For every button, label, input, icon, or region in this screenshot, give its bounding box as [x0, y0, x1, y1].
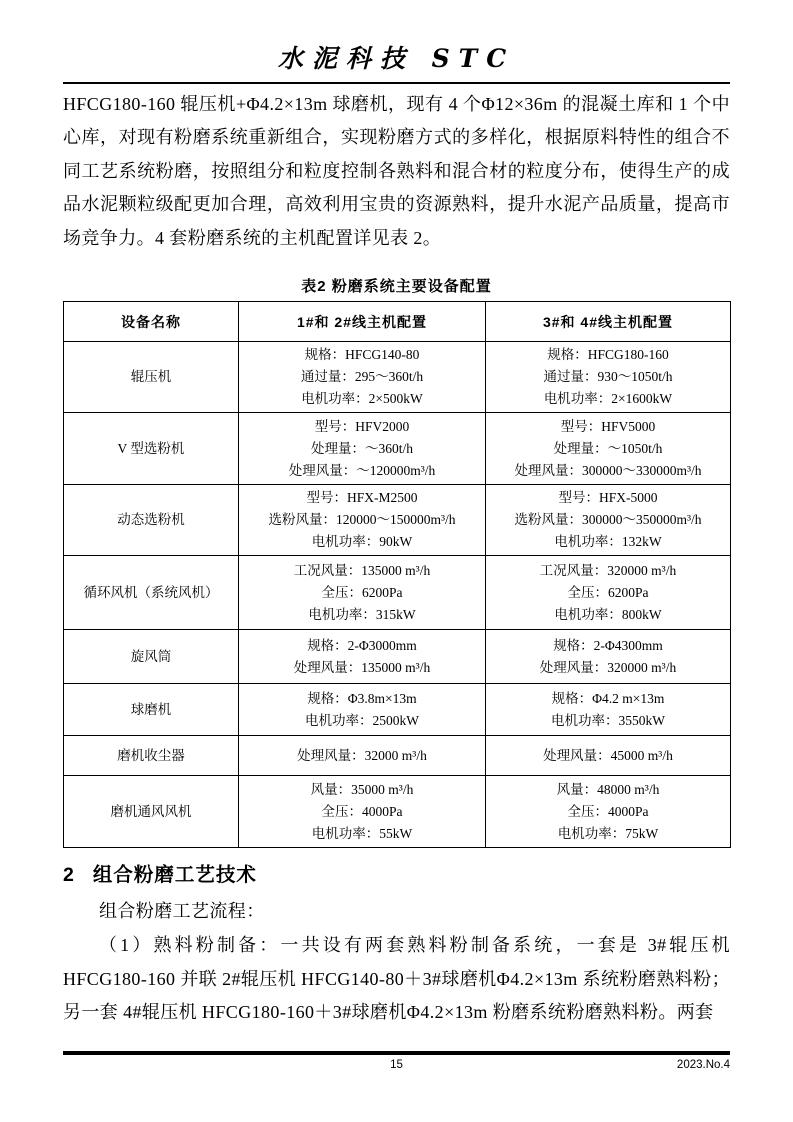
table-row — [64, 413, 731, 485]
spec-line: 处理风量：320000 m³/h — [539, 659, 677, 675]
spec-line: 工况风量：135000 m³/h — [293, 562, 431, 578]
spec-line: 处理风量：45000 m³/h — [543, 747, 673, 763]
table-row — [64, 556, 731, 630]
equipment-spec-cell — [239, 342, 486, 413]
section-number: 2 — [63, 864, 75, 887]
spec-line: 全压：4000Pa — [567, 803, 649, 819]
equipment-name-cell: 循环风机（系统风机） — [64, 556, 239, 630]
equipment-spec-cell — [486, 342, 731, 413]
spec-line: 处理风量：～120000m³/h — [288, 462, 436, 478]
spec-line: 选粉风量：120000～150000m³/h — [268, 512, 456, 528]
table-header-row — [64, 302, 731, 342]
equipment-table-body — [64, 342, 731, 848]
issue-label: 2023.No.4 — [676, 1059, 730, 1071]
spec-line: 通过量：930～1050t/h — [543, 369, 673, 385]
spec-line: 电机功率：800kW — [554, 606, 662, 622]
section-title: 组合粉磨工艺技术 — [92, 864, 257, 887]
spec-line: 处理量：～1050t/h — [553, 440, 663, 456]
table-row — [64, 342, 731, 413]
table-caption: 表2 粉磨系统主要设备配置 — [301, 278, 492, 296]
spec-line: 风量：48000 m³/h — [556, 781, 660, 797]
spec-line: 规格：Φ3.8m×13m — [307, 690, 417, 706]
spec-line: 处理量：～360t/h — [310, 440, 413, 456]
column-header-equipment-name: 设备名称 — [64, 302, 239, 342]
spec-line: 处理风量：300000～330000m³/h — [514, 462, 702, 478]
spec-line: 规格：Φ4.2 m×13m — [551, 690, 665, 706]
equipment-spec-cell — [239, 736, 486, 776]
equipment-spec-cell — [239, 630, 486, 684]
equipment-spec-cell — [486, 776, 731, 848]
spec-line: 规格：HFCG140-80 — [304, 347, 420, 363]
spec-line: 电机功率：2×1600kW — [543, 391, 673, 407]
equipment-name-cell: V 型选粉机 — [64, 413, 239, 485]
table-row — [64, 736, 731, 776]
spec-line: 风量：35000 m³/h — [310, 781, 414, 797]
equipment-name-cell: 磨机收尘器 — [64, 736, 239, 776]
spec-line: 通过量：295～360t/h — [300, 369, 424, 385]
page-number: 15 — [390, 1059, 403, 1071]
equipment-name-cell: 动态选粉机 — [64, 485, 239, 556]
process-lead-paragraph: 组合粉磨工艺流程： — [99, 901, 265, 922]
equipment-spec-cell — [486, 413, 731, 485]
equipment-spec-cell — [486, 736, 731, 776]
section-heading — [63, 859, 730, 887]
clinker-powder-paragraph: （1）熟料粉制备：一共设有两套熟料粉制备系统，一套是 3#辊压机 HFCG180-160 并联 2#辊压机 HFCG140-80＋3#球磨机Φ4.2×13m 系统粉磨熟料粉；另一套 4#辊压机 HFCG180-160＋3#球磨机Φ4.2×13m 粉磨系统粉磨熟料粉。两套 — [63, 935, 730, 1023]
spec-line: 型号：HFX-5000 — [558, 490, 658, 506]
equipment-spec-cell — [486, 556, 731, 630]
column-header-line12-config: 1#和 2#线主机配置 — [239, 302, 486, 342]
spec-line: 型号：HFV2000 — [314, 418, 410, 434]
equipment-spec-cell — [239, 485, 486, 556]
table-row — [64, 485, 731, 556]
footer-divider-line — [63, 1051, 730, 1055]
table-row — [64, 684, 731, 736]
equipment-spec-cell — [486, 630, 731, 684]
spec-line: 电机功率：55kW — [311, 825, 413, 841]
spec-line: 电机功率：315kW — [308, 606, 416, 622]
header-divider-line — [63, 82, 730, 84]
spec-line: 规格：2-Φ3000mm — [307, 637, 417, 653]
equipment-spec-cell — [486, 485, 731, 556]
spec-line: 电机功率：132kW — [554, 534, 662, 550]
equipment-spec-cell — [239, 556, 486, 630]
spec-line: 选粉风量：300000～350000m³/h — [514, 512, 702, 528]
table-row — [64, 776, 731, 848]
spec-line: 全压：4000Pa — [321, 803, 403, 819]
equipment-spec-cell — [486, 684, 731, 736]
spec-line: 规格：2-Φ4300mm — [553, 637, 663, 653]
spec-line: 处理风量：32000 m³/h — [297, 747, 427, 763]
spec-line: 电机功率：90kW — [311, 534, 413, 550]
table-row — [64, 630, 731, 684]
spec-line: 型号：HFV5000 — [560, 418, 656, 434]
spec-line: 全压：6200Pa — [567, 584, 649, 600]
equipment-table-head — [64, 302, 731, 342]
equipment-name-cell: 旋风筒 — [64, 630, 239, 684]
equipment-name-cell: 球磨机 — [64, 684, 239, 736]
spec-line: 处理风量：135000 m³/h — [293, 659, 431, 675]
page-content — [63, 0, 730, 1030]
spec-line: 规格：HFCG180-160 — [547, 347, 669, 363]
spec-line: 电机功率：3550kW — [551, 712, 665, 728]
spec-line: 电机功率：75kW — [557, 825, 659, 841]
equipment-spec-cell — [239, 413, 486, 485]
spec-line: 全压：6200Pa — [321, 584, 403, 600]
equipment-name-cell: 辊压机 — [64, 342, 239, 413]
spec-line: 电机功率：2×500kW — [301, 391, 423, 407]
journal-title: 水泥科技 STC — [277, 44, 516, 73]
intro-paragraph: HFCG180-160 辊压机+Φ4.2×13m 球磨机，现有 4 个Φ12×36m 的混凝土库和 1 个中心库，对现有粉磨系统重新组合，实现粉磨方式的多样化，根据原料特性的组合不同工艺系统粉磨，按照组分和粒度控制各熟料和混合材的粒度分布，使得生产的成品水泥颗粒级配更加合理，高效利用宝贵的资源熟料，提升水泥产品质量，提高市场竞争力。4 套粉磨系统的主机配置详见表 2。 — [63, 94, 730, 248]
spec-line: 型号：HFX-M2500 — [306, 490, 418, 506]
spec-line: 电机功率：2500kW — [305, 712, 419, 728]
column-header-line34-config: 3#和 4#线主机配置 — [486, 302, 731, 342]
equipment-table — [63, 301, 731, 848]
equipment-spec-cell — [239, 684, 486, 736]
equipment-spec-cell — [239, 776, 486, 848]
spec-line: 工况风量：320000 m³/h — [539, 562, 677, 578]
equipment-name-cell: 磨机通风风机 — [64, 776, 239, 848]
